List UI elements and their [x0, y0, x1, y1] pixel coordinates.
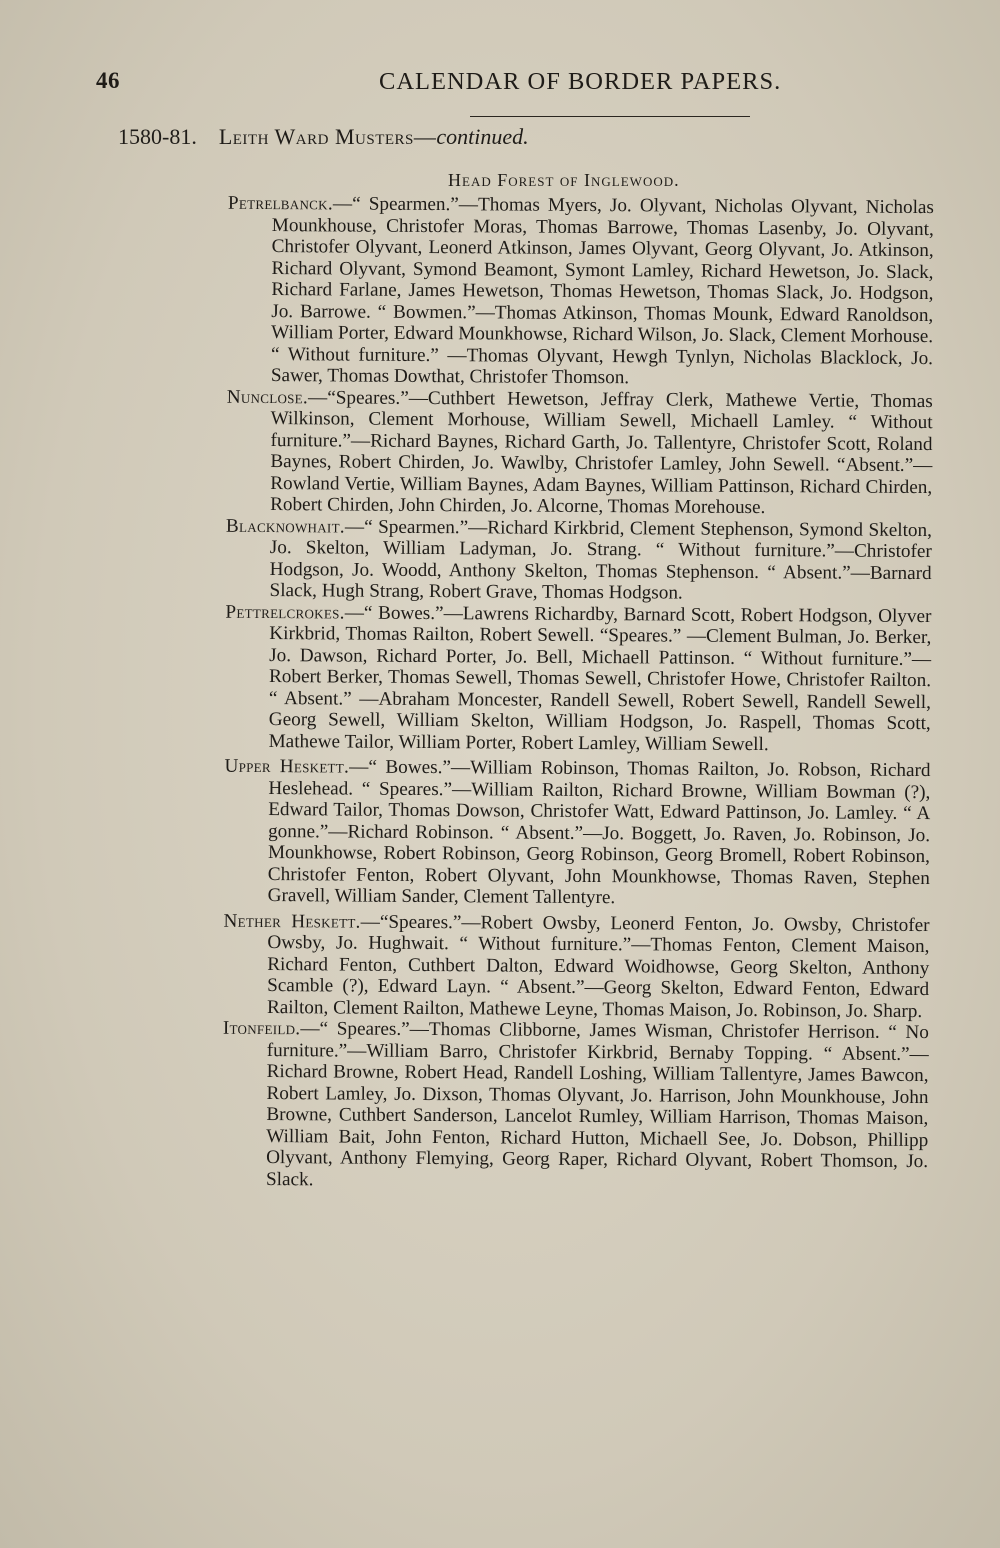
- section-heading: [118, 124, 529, 150]
- entry-place: Blacknowhait.: [225, 515, 346, 538]
- section-year: 1580-81.: [118, 124, 197, 149]
- entry-upper-heskett: [224, 755, 931, 911]
- muster-list: [222, 192, 934, 1194]
- entry-nether-heskett: [223, 910, 930, 1022]
- header-rule: [470, 116, 750, 117]
- entry-text: —“Speares.”—Robert Owsby, Leonerd Fenton, Jo. Owsby, Christofer Owsby, Jo. Hughwait. “ Without furniture.”—Thomas Fenton, Clement Maison, Richard Fenton, Cuthbert Dalton, Edward Woidhowse, Georg Skelton, Anthony Scamble (?), Edward Layn. “ Absent.”—Georg Skelton, Edward Fenton, Edward Railton, Clement Railton, Mathewe Leyne, Thomas Maison, Jo. Robinson, Jo. Sharp.: [266, 911, 930, 1022]
- section-continued: continued.: [436, 124, 529, 149]
- entry-text: —“ Bowes.”—William Robinson, Thomas Railton, Jo. Robson, Richard Heslehead. “ Speares.”—William Railton, Richard Browne, William Bowman (?), Edward Tailor, Thomas Dowson, Christofer Watt, Edward Pattinson, Jo. Lamley. “ A gonne.”—Richard Robinson. “ Absent.”—Jo. Boggett, Jo. Raven, Jo. Robinson, Jo. Mounkhowse, Robert Robinson, Georg Robinson, Georg Bromell, Robert Robinson, Christofer Fenton, Robert Olyvant, John Mounkhowse, Thomas Raven, Stephen Gravell, William Sander, Clement Tallentyre.: [267, 756, 931, 909]
- entry-pettrelcrokes: [225, 601, 932, 756]
- entry-text: —“ Bowes.”—Lawrens Richardby, Barnard Scott, Robert Hodgson, Olyver Kirkbrid, Thomas Railton, Robert Sewell. “Speares.” —Clement Bulman, Jo. Berker, Jo. Dawson, Richard Porter, Jo. Bell, Michaell Pattinson. “ Without furniture.”—Robert Berker, Thomas Sewell, Thomas Sewell, Christofer Howe, Christofer Railton. “ Absent.” —Abraham Moncester, Randell Sewell, Robert Sewell, Randell Sewell, Georg Sewell, William Skelton, William Hodgson, Jo. Raspell, Thomas Scott, Mathewe Tailor, William Porter, Robert Lamley, William Sewell.: [268, 602, 932, 755]
- entry-text: —“ Speares.”—Thomas Clibborne, James Wisman, Christofer Herrison. “ No furniture.”—William Barro, Christofer Kirkbrid, Bernaby Topping. “ Absent.”—Richard Browne, Robert Head, Randell Loshing, William Tallentyre, James Bawcon, Robert Lamley, Jo. Dixson, Thomas Olyvant, Jo. Harrison, John Mounkhouse, John Browne, Cuthbert Sanderson, Lancelot Rumley, William Harrison, Thomas Maison, William Bait, John Fenton, Richard Hutton, Michaell See, Jo. Dobson, Phillipp Olyvant, Anthony Flemying, Georg Raper, Richard Olyvant, Robert Thomson, Jo. Slack.: [265, 1018, 929, 1190]
- running-title: CALENDAR OF BORDER PAPERS.: [379, 68, 782, 95]
- entry-blacknowhait: [225, 515, 933, 605]
- entry-place: Petrelbanck.: [227, 192, 334, 215]
- page-header: [96, 64, 796, 104]
- entry-itonfeild: [222, 1017, 929, 1194]
- entry-place: Nether Heskett.: [223, 910, 361, 933]
- entry-text: —“Speares.”—Cuthbert Hewetson, Jeffray Clerk, Mathewe Vertie, Thomas Wilkinson, Clement Morhouse, William Sewell, Michaell Lamley. “ Without furniture.”—Richard Baynes, Richard Garth, Jo. Tallentyre, Christofer Scott, Roland Baynes, Robert Chirden, Jo. Wawlby, Christofer Lamley, John Sewell. “Absent.”—Rowland Vertie, William Baynes, Adam Baynes, William Pattinson, Richard Chirden, Robert Chirden, John Chirden, Jo. Alcorne, Thomas Morehouse.: [270, 386, 933, 519]
- entry-text: —“ Spearmen.”—Thomas Myers, Jo. Olyvant, Nicholas Olyvant, Nicholas Mounkhouse, Christofer Moras, Thomas Barrowe, Thomas Lasenby, Jo. Olyvant, Christofer Olyvant, Leonerd Atkinson, James Olyvant, Georg Olyvant, Jo. Atkinson, Richard Olyvant, Symond Beamont, Symont Lamley, Richard Hewetson, Jo. Slack, Richard Farlane, James Hewetson, Thomas Hewetson, Thomas Slack, Jo. Hodgson, Jo. Barrowe. “ Bowmen.”—Thomas Atkinson, Thomas Mounk, Edward Ranoldson, William Porter, Edward Mounkhowse, Richard Wilson, Jo. Slack, Clement Morhouse. “ Without furniture.” —Thomas Olyvant, Hewgh Tynlyn, Nicholas Blacklock, Jo. Sawer, Thomas Dowthat, Christofer Thomson.: [270, 193, 934, 389]
- entry-place: Nunclose.: [226, 386, 309, 408]
- entry-place: Pettrelcrokes.: [225, 601, 345, 624]
- section-title: Leith Ward Musters—: [218, 124, 437, 149]
- entry-text: —“ Spearmen.”—Richard Kirkbrid, Clement Stephenson, Symond Skelton, Jo. Skelton, William Ladyman, Jo. Strang. “ Without furniture.”—Christofer Hodgson, Jo. Woodd, Anthony Skelton, Thomas Stephenson. “ Absent.”—Barnard Slack, Hugh Strang, Robert Grave, Thomas Hodgson.: [269, 516, 933, 604]
- subheading: Head Forest of Inglewood.: [448, 170, 680, 190]
- entry-nunclose: [226, 386, 933, 519]
- page-number: 46: [96, 68, 120, 93]
- entry-place: Itonfeild.: [222, 1017, 301, 1040]
- entry-place: Upper Heskett.: [224, 755, 350, 778]
- entry-petrelbanck: [227, 192, 934, 391]
